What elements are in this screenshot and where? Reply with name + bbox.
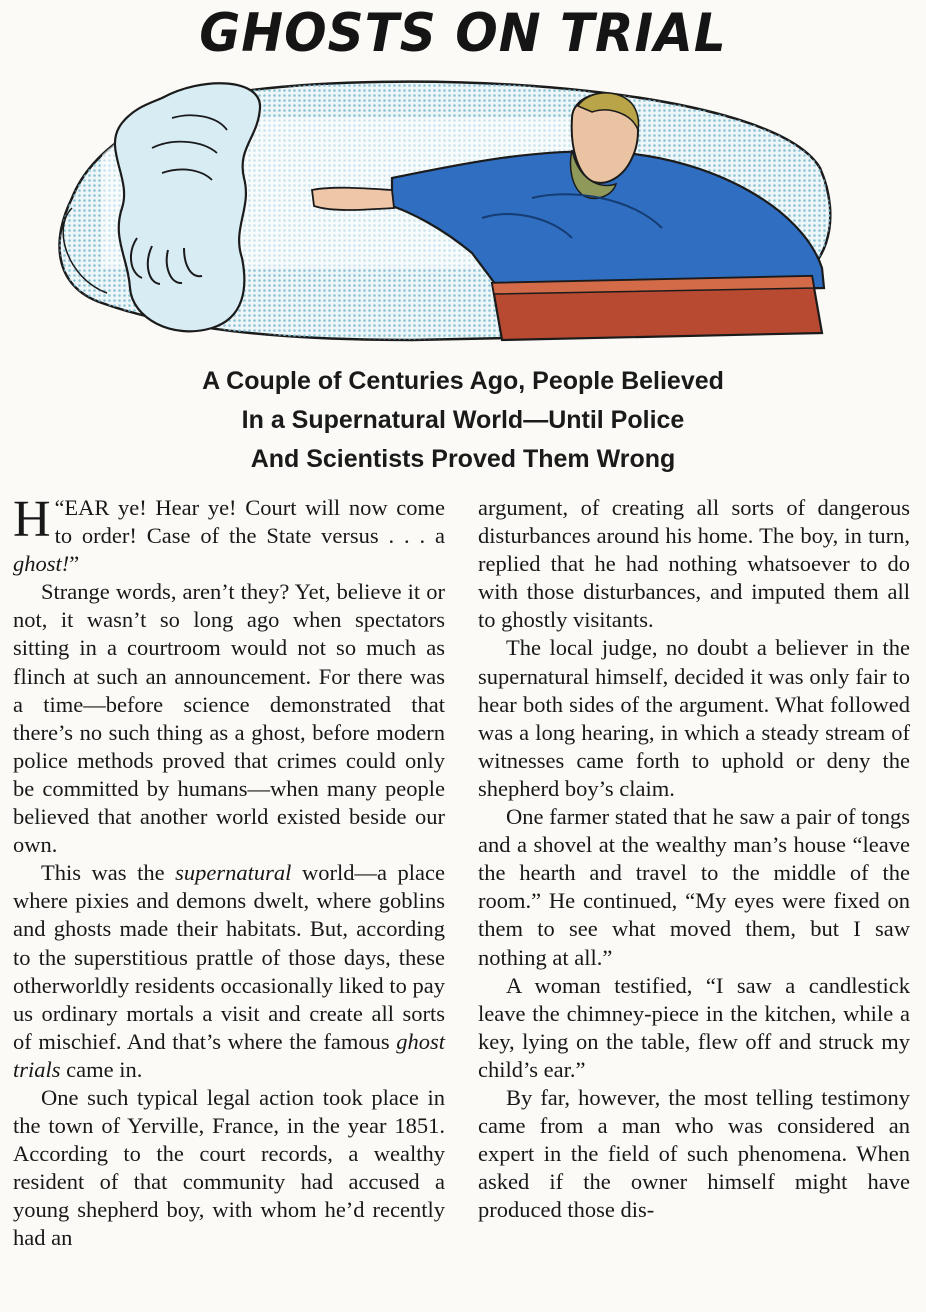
drop-cap: H <box>13 491 51 548</box>
emphasis-text: supernatural <box>175 860 292 886</box>
paragraph <box>13 491 445 578</box>
paragraph-text: EAR ye! Hear ye! Court will now come to order! Case of the State versus . . . a <box>54 495 445 549</box>
subtitle-line: And Scientists Proved Them Wrong <box>250 445 676 473</box>
article-title: GHOSTS ON TRIAL <box>199 2 727 64</box>
close-quote: ” <box>69 551 80 577</box>
ghost-on-trial-illustration <box>12 78 838 344</box>
emphasis-text: ghost! <box>13 551 70 577</box>
paragraph: argument, of creating all sorts of dangerous disturbances around his home. The boy, in turn, replied that he had nothing whatsoever to do with those disturbances, and imputed them all to ghostly visitants. <box>478 495 910 633</box>
subtitle-line: A Couple of Centuries Ago, People Believed <box>202 367 724 395</box>
paragraph-text: world—a place where pixies and demons dwelt, where goblins and ghosts made their habitats. But, according to the superstitious prattle of those days, these otherworldly residents occasionally liked to pay us ordinary mortals a visit and create all sorts of mischief. And that’s where the famous <box>13 860 445 1054</box>
paragraph-text: came in. <box>60 1056 143 1082</box>
left-column <box>13 491 445 1253</box>
paragraph: One farmer stated that he saw a pair of tongs and a shovel at the wealthy man’s house “leave the hearth and travel to the middle of the room.” He continued, “My eyes were fixed on them to see what moved them, but I saw nothing at all.” <box>478 804 910 970</box>
paragraph <box>13 859 445 1084</box>
judge-bench <box>492 276 822 340</box>
paragraph: One such typical legal action took place in the town of Yerville, France, in the year 1851. According to the court records, a wealthy resident of that community had accused a young shepherd boy, with whom he’d recently had an <box>13 1084 445 1251</box>
open-quote: “ <box>54 495 65 520</box>
subtitle-line: In a Supernatural World—Until Police <box>241 406 685 434</box>
paragraph-text: This was the <box>41 860 176 886</box>
paragraph: Strange words, aren’t they? Yet, believe it or not, it wasn’t so long ago when spectators sitting in a courtroom would not so much as flinch at such an announcement. For there was a time—before science demonstrated that there’s no such thing as a ghost, before modern police methods proved that crimes could only be committed by humans—when many people believed that another world existed beside our own. <box>13 579 445 858</box>
paragraph: By far, however, the most telling testimony came from a man who was considered an expert in the field of such phenomena. When asked if the owner himself might have produced those dis- <box>478 1084 910 1223</box>
article-subtitle <box>0 362 926 479</box>
paragraph: A woman testified, “I saw a candlestick leave the chimney-piece in the kitchen, while a key, lying on the table, flew off and struck my child’s ear.” <box>478 972 910 1082</box>
paragraph: The local judge, no doubt a believer in the supernatural himself, decided it was only fair to hear both sides of the argument. What followed was a long hearing, in which a steady stream of witnesses came forth to uphold or deny the shepherd boy’s claim. <box>478 635 910 801</box>
right-column <box>478 494 910 1224</box>
emphasis-text: ghost trials <box>13 1028 445 1082</box>
